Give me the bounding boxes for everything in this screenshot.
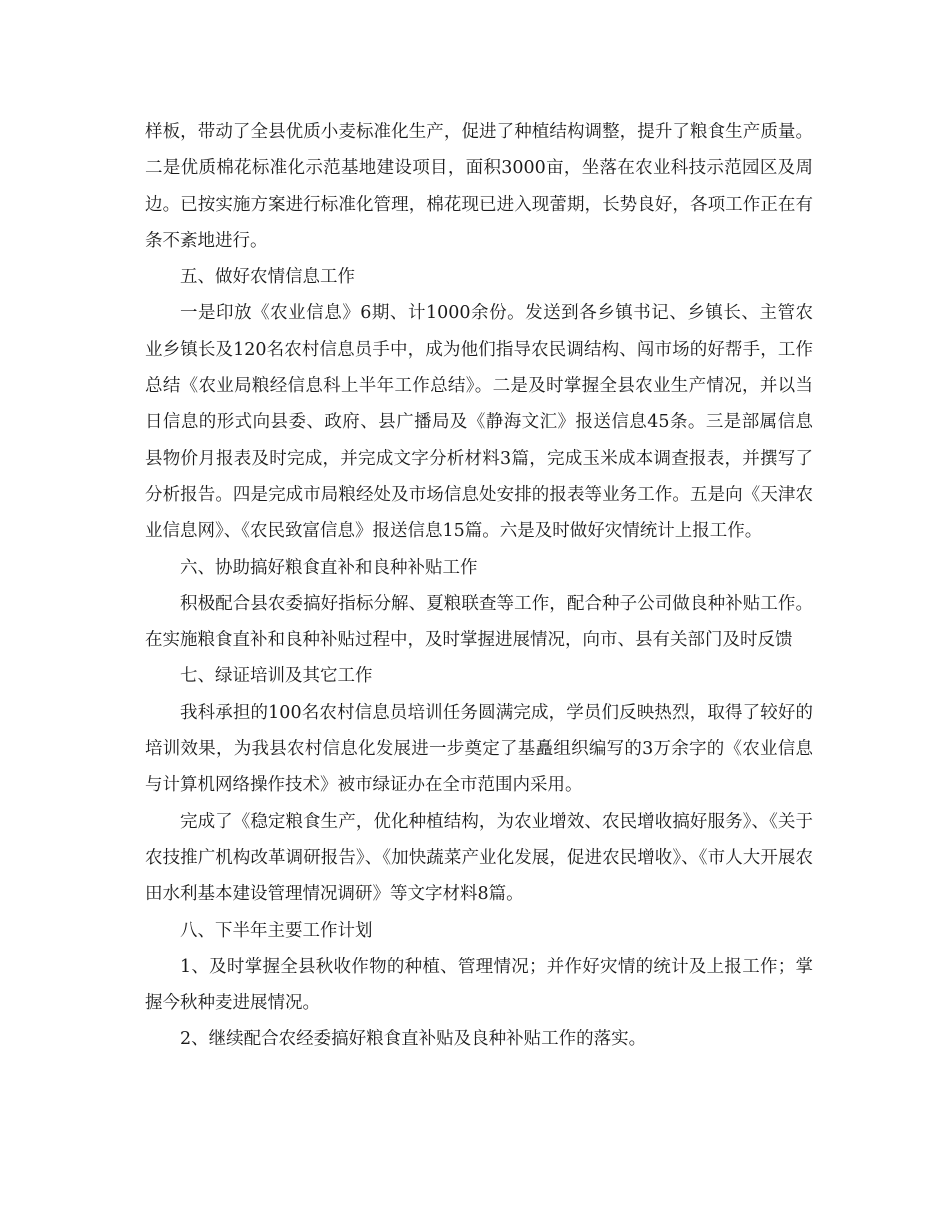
plan-item-1: 1、及时掌握全县秋收作物的种植、管理情况；并作好灾情的统计及上报工作；掌握今秋种麦进展情况。 (145, 956, 813, 1014)
paragraph-info-work: 一是印放《农业信息》6期、计1000余份。发送到各乡镇书记、乡镇长、主管农业乡镇长及120名农村信息员手中，成为他们指导农民调结构、闯市场的好帮手，工作总结《农业局粮经信息科上半年工作总结》。二是及时掌握全县农业生产情况，并以当日信息的形式向县委、政府、县广播局及《静海文汇》报送信息45条。三是部属信息县物价月报表及时完成，并完成文字分析材料3篇，完成玉米成本调查报表，并撰写了分析报告。四是完成市局粮经处及市场信息处安排的报表等业务工作。五是向《天津农业信息网》、《农民致富信息》报送信息15篇。六是及时做好灾情统计上报工作。 (145, 303, 813, 542)
paragraph-subsidy-work: 积极配合县农委搞好指标分解、夏粮联查等工作，配合种子公司做良种补贴工作。在实施粮食直补和良种补贴过程中，及时掌握进展情况，向市、县有关部门及时反馈 (145, 593, 813, 651)
section-heading-8: 八、下半年主要工作计划 (180, 920, 373, 941)
section-heading-5: 五、做好农情信息工作 (180, 267, 355, 288)
section-heading-6: 六、协助搞好粮食直补和良种补贴工作 (180, 557, 478, 578)
document-body (145, 114, 813, 1058)
paragraph-training: 我科承担的100名农村信息员培训任务圆满完成，学员们反映热烈，取得了较好的培训效果，为我县农村信息化发展进一步奠定了基矗组织编写的3万余字的《农业信息与计算机网络操作技术》被市绿证办在全市范围内采用。 (145, 702, 813, 796)
paragraph-continuation: 样板，带动了全县优质小麦标准化生产，促进了种植结构调整，提升了粮食生产质量。二是优质棉花标准化示范基地建设项目，面积3000亩，坐落在农业科技示范园区及周边。已按实施方案进行标准化管理，棉花现已进入现蕾期，长势良好，各项工作正在有条不紊地进行。 (145, 122, 813, 251)
plan-item-2: 2、继续配合农经委搞好粮食直补贴及良种补贴工作的落实。 (180, 1029, 647, 1050)
section-heading-7: 七、绿证培训及其它工作 (180, 666, 373, 687)
paragraph-materials: 完成了《稳定粮食生产，优化种植结构，为农业增效、农民增收搞好服务》、《关于农技推广机构改革调研报告》、《加快蔬菜产业化发展，促进农民增收》、《市人大开展农田水利基本建设管理情况调研》等文字材料8篇。 (145, 811, 813, 905)
